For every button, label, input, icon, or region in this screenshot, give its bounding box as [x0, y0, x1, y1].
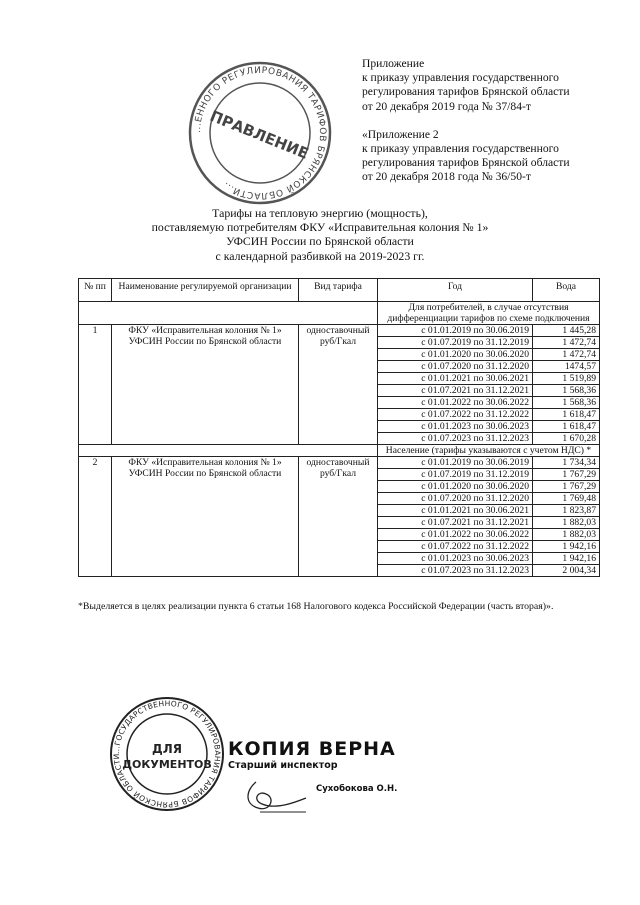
tariff-value-cell: 1 472,74	[533, 349, 600, 361]
seal-ring-text: ...ЕННОГО РЕГУЛИРОВАНИЯ ТАРИФОВ БРЯНСКОЙ ОБЛАСТИ...	[192, 65, 328, 201]
title-line: УФСИН России по Брянской области	[226, 234, 414, 249]
tariff-value-cell: 1 618,47	[533, 421, 600, 433]
tariff-type: одноставочный руб/Гкал	[299, 325, 378, 445]
certified-copy-stamp	[228, 738, 396, 771]
group-label-row	[79, 302, 600, 325]
seal-center-text: ПРАВЛЕНИЕ	[207, 106, 312, 163]
tariff-value-cell: 1 882,03	[533, 517, 600, 529]
header-spacer	[362, 114, 632, 128]
period-cell: с 01.07.2022 по 31.12.2022	[378, 541, 533, 553]
col-header-number: № пп	[79, 279, 112, 302]
group-label: Для потребителей, в случае отсутствия дифференциации тарифов по схеме подключения	[378, 302, 600, 325]
tariff-value-cell: 1 670,28	[533, 433, 600, 445]
header-line: «Приложение 2	[362, 127, 439, 141]
appendix-header	[362, 57, 632, 185]
header-line: Приложение	[362, 57, 425, 70]
tariff-value-cell: 1 519,89	[533, 373, 600, 385]
period-cell: с 01.07.2020 по 31.12.2020	[378, 493, 533, 505]
tariff-table	[78, 278, 600, 577]
tariff-value-cell: 1 472,74	[533, 337, 600, 349]
header-line: регулирования тарифов Брянской области	[362, 85, 570, 99]
period-cell: с 01.01.2022 по 30.06.2022	[378, 529, 533, 541]
group-label: Население (тарифы указываются с учетом НДС) *	[378, 445, 600, 457]
period-cell: с 01.07.2023 по 31.12.2023	[378, 565, 533, 577]
organization-name: ФКУ «Исправительная колония № 1» УФСИН России по Брянской области	[112, 325, 299, 445]
header-line: к приказу управления государственного	[362, 71, 559, 85]
certified-copy-title: КОПИЯ ВЕРНА	[228, 738, 396, 760]
col-header-year: Год	[378, 279, 533, 302]
tariff-value-cell: 1 618,47	[533, 409, 600, 421]
title-line: поставляемую потребителям ФКУ «Исправительная колония № 1»	[151, 220, 489, 235]
period-cell: с 01.07.2019 по 31.12.2019	[378, 469, 533, 481]
period-cell: с 01.01.2019 по 30.06.2019	[378, 457, 533, 469]
certified-copy-position: Старший инспектор	[228, 760, 338, 771]
tariff-value-cell: 1 445,28	[533, 325, 600, 337]
table-header-row	[79, 279, 600, 302]
col-header-organization: Наименование регулируемой организации	[112, 279, 299, 302]
period-cell: с 01.01.2022 по 30.06.2022	[378, 397, 533, 409]
period-cell: с 01.01.2019 по 30.06.2019	[378, 325, 533, 337]
period-cell: с 01.07.2021 по 31.12.2021	[378, 517, 533, 529]
signature-scribble	[236, 772, 316, 820]
tariff-type: одноставочный руб/Гкал	[299, 457, 378, 577]
period-cell: с 01.01.2023 по 30.06.2023	[378, 421, 533, 433]
group-label-spacer	[79, 302, 378, 325]
period-cell: с 01.07.2021 по 31.12.2021	[378, 385, 533, 397]
tariff-value-cell: 2 004,34	[533, 565, 600, 577]
col-header-tariff-type: Вид тарифа	[299, 279, 378, 302]
document-title	[100, 206, 540, 263]
header-line: от 20 декабря 2019 года № 37/84-т	[362, 99, 531, 113]
header-line: регулирования тарифов Брянской области	[362, 156, 570, 170]
tariff-value-cell: 1474,57	[533, 361, 600, 373]
tariff-value-cell: 1 767,29	[533, 481, 600, 493]
tariff-value-cell: 1 769,48	[533, 493, 600, 505]
tariff-value-cell: 1 767,29	[533, 469, 600, 481]
period-cell: с 01.07.2022 по 31.12.2022	[378, 409, 533, 421]
tariff-value-cell: 1 823,87	[533, 505, 600, 517]
seal-stamp-bottom	[108, 695, 226, 813]
organization-name: ФКУ «Исправительная колония № 1» УФСИН России по Брянской области	[112, 457, 299, 577]
tariff-value-cell: 1 942,16	[533, 553, 600, 565]
period-cell: с 01.01.2020 по 30.06.2020	[378, 481, 533, 493]
period-cell: с 01.07.2020 по 31.12.2020	[378, 361, 533, 373]
header-line: от 20 декабря 2018 года № 36/50-т	[362, 170, 531, 184]
period-cell: с 01.01.2021 по 30.06.2021	[378, 505, 533, 517]
table-row	[79, 457, 600, 469]
tariff-value-cell: 1 568,36	[533, 397, 600, 409]
tariff-value-cell: 1 882,03	[533, 529, 600, 541]
seal-bottom-line1: ДЛЯ	[152, 742, 182, 756]
row-number: 2	[79, 457, 112, 577]
period-cell: с 01.07.2019 по 31.12.2019	[378, 337, 533, 349]
period-cell: с 01.01.2021 по 30.06.2021	[378, 373, 533, 385]
col-header-water: Вода	[533, 279, 600, 302]
period-cell: с 01.01.2020 по 30.06.2020	[378, 349, 533, 361]
row-number: 1	[79, 325, 112, 445]
title-line: с календарной разбивкой на 2019-2023 гг.	[215, 248, 425, 263]
tariff-value-cell: 1 942,16	[533, 541, 600, 553]
tariff-value-cell: 1 568,36	[533, 385, 600, 397]
period-cell: с 01.01.2023 по 30.06.2023	[378, 553, 533, 565]
period-cell: с 01.07.2023 по 31.12.2023	[378, 433, 533, 445]
group-label-spacer	[79, 445, 378, 457]
footnote: *Выделяется в целях реализации пункта 6 статьи 168 Налогового кодекса Российской Федерации (часть вторая)».	[78, 601, 554, 612]
tariff-value-cell: 1 734,34	[533, 457, 600, 469]
group-label-row	[79, 445, 600, 457]
seal-bottom-line2: ДОКУМЕНТОВ	[122, 758, 212, 771]
header-line: к приказу управления государственного	[362, 142, 559, 156]
title-line: Тарифы на тепловую энергию (мощность),	[212, 206, 428, 220]
seal-stamp-top	[185, 58, 335, 208]
table-row	[79, 325, 600, 337]
certifier-name: Сухобокова О.Н.	[316, 784, 398, 794]
seal-bottom-ring-text: ...ГОСУДАРСТВЕННОГО РЕГУЛИРОВАНИЯ ТАРИФОВ БРЯНСКОЙ ОБЛАСТИ	[111, 698, 223, 810]
